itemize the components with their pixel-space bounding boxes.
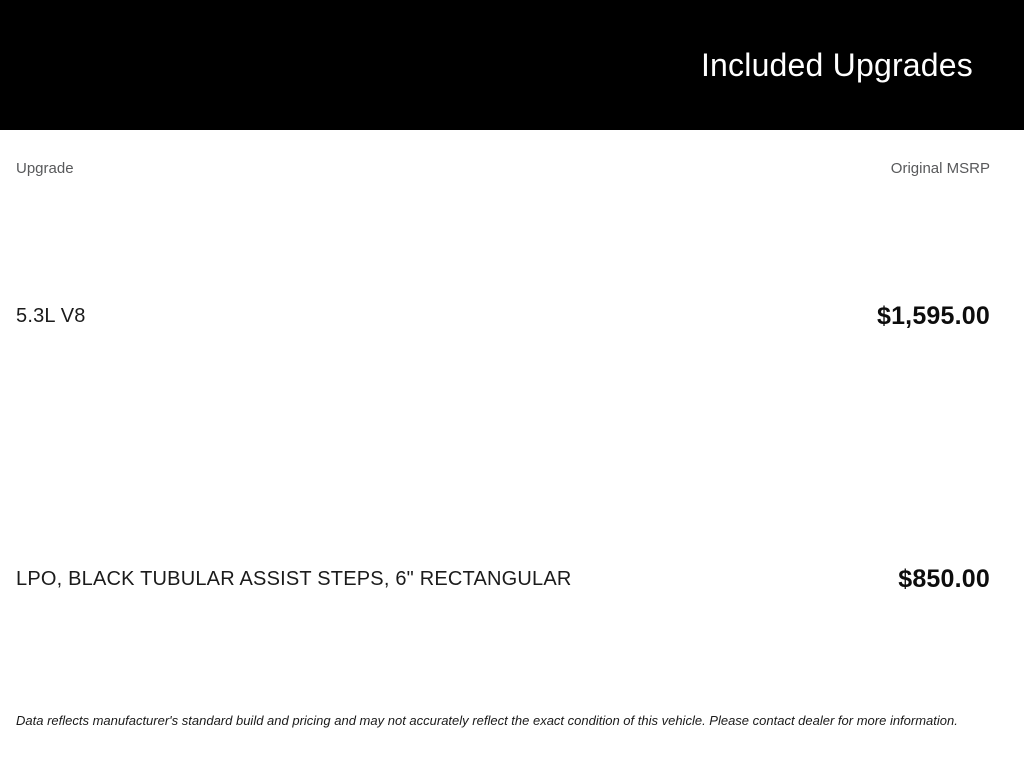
upgrade-name: 5.3L V8 xyxy=(16,305,86,327)
disclaimer-text: Data reflects manufacturer's standard build and pricing and may not accurately reflect the exact condition of this vehicle. Please contact dealer for more information. xyxy=(16,713,958,728)
header-bar xyxy=(0,0,1024,130)
upgrade-name: LPO, BLACK TUBULAR ASSIST STEPS, 6" RECTANGULAR xyxy=(16,568,572,590)
page-title: Included Upgrades xyxy=(700,46,973,83)
column-header-upgrade: Upgrade xyxy=(16,160,74,177)
column-header-original-msrp: Original MSRP xyxy=(890,160,990,177)
upgrade-price: $850.00 xyxy=(898,565,990,593)
table-header-row xyxy=(16,130,990,185)
table-row xyxy=(16,448,990,711)
table-row xyxy=(16,185,990,448)
upgrades-table xyxy=(0,130,1024,728)
upgrade-price: $1,595.00 xyxy=(876,302,990,330)
